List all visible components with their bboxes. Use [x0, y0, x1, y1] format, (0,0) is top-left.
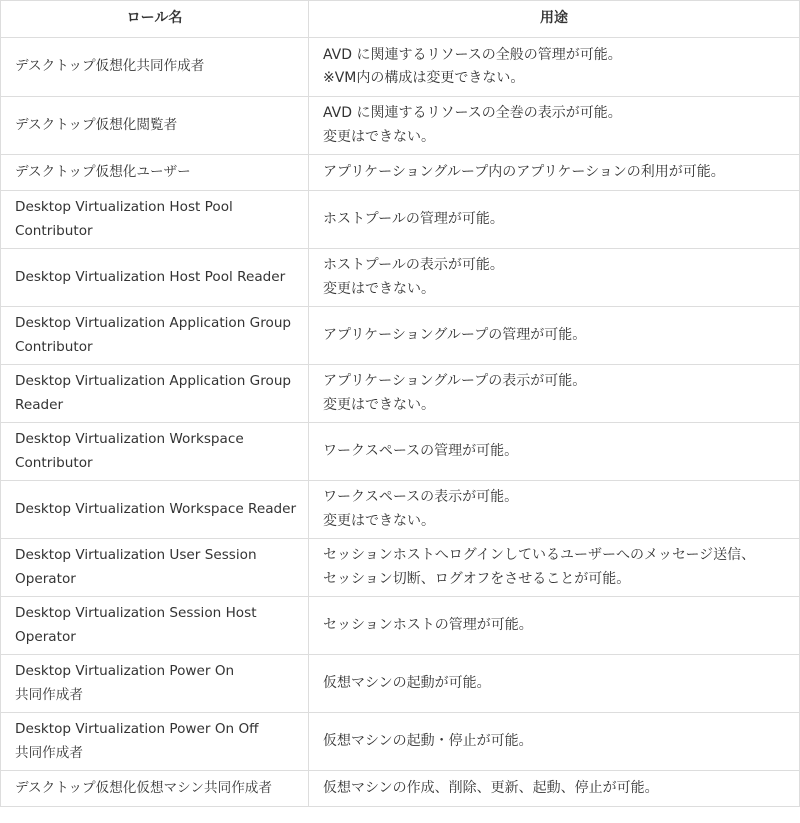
table-row — [1, 597, 800, 655]
role-name-cell: Desktop Virtualization Workspace Reader — [1, 481, 309, 539]
table-body — [1, 38, 800, 807]
table-row — [1, 365, 800, 423]
role-name-cell: Desktop Virtualization Application Group Reader — [1, 365, 309, 423]
role-name-cell: デスクトップ仮想化共同作成者 — [1, 38, 309, 97]
usage-cell: 仮想マシンの起動が可能。 — [309, 655, 800, 713]
usage-cell: アプリケーショングループの表示が可能。 変更はできない。 — [309, 365, 800, 423]
table-row — [1, 713, 800, 771]
usage-cell: ワークスペースの管理が可能。 — [309, 423, 800, 481]
role-name-cell: Desktop Virtualization Session Host Operator — [1, 597, 309, 655]
usage-cell: ホストプールの表示が可能。 変更はできない。 — [309, 249, 800, 307]
usage-cell: AVD に関連するリソースの全般の管理が可能。 ※VM内の構成は変更できない。 — [309, 38, 800, 97]
role-name-cell: Desktop Virtualization Host Pool Reader — [1, 249, 309, 307]
usage-cell: アプリケーショングループの管理が可能。 — [309, 307, 800, 365]
usage-cell: セッションホストの管理が可能。 — [309, 597, 800, 655]
table-header — [1, 1, 800, 38]
role-name-cell: Desktop Virtualization Host Pool Contributor — [1, 191, 309, 249]
table-row — [1, 38, 800, 97]
table-row — [1, 155, 800, 191]
table-row — [1, 97, 800, 155]
usage-cell: 仮想マシンの起動・停止が可能。 — [309, 713, 800, 771]
header-usage: 用途 — [309, 1, 800, 38]
table-row — [1, 423, 800, 481]
usage-cell: セッションホストへログインしているユーザーへのメッセージ送信、 セッション切断、ログオフをさせることが可能。 — [309, 539, 800, 597]
table-row — [1, 481, 800, 539]
usage-cell: ワークスペースの表示が可能。 変更はできない。 — [309, 481, 800, 539]
header-row — [1, 1, 800, 38]
usage-cell: アプリケーショングループ内のアプリケーションの利用が可能。 — [309, 155, 800, 191]
usage-cell: AVD に関連するリソースの全巻の表示が可能。 変更はできない。 — [309, 97, 800, 155]
table-row — [1, 307, 800, 365]
role-name-cell: デスクトップ仮想化仮想マシン共同作成者 — [1, 771, 309, 807]
table-row — [1, 655, 800, 713]
table-row — [1, 191, 800, 249]
role-name-cell: Desktop Virtualization Workspace Contributor — [1, 423, 309, 481]
usage-cell: ホストプールの管理が可能。 — [309, 191, 800, 249]
role-name-cell: デスクトップ仮想化閲覧者 — [1, 97, 309, 155]
table-row — [1, 249, 800, 307]
role-name-cell: Desktop Virtualization Power On Off 共同作成者 — [1, 713, 309, 771]
usage-cell: 仮想マシンの作成、削除、更新、起動、停止が可能。 — [309, 771, 800, 807]
role-name-cell: Desktop Virtualization User Session Operator — [1, 539, 309, 597]
header-role-name: ロール名 — [1, 1, 309, 38]
table-row — [1, 771, 800, 807]
role-name-cell: Desktop Virtualization Power On 共同作成者 — [1, 655, 309, 713]
role-name-cell: Desktop Virtualization Application Group Contributor — [1, 307, 309, 365]
role-name-cell: デスクトップ仮想化ユーザー — [1, 155, 309, 191]
table-row — [1, 539, 800, 597]
